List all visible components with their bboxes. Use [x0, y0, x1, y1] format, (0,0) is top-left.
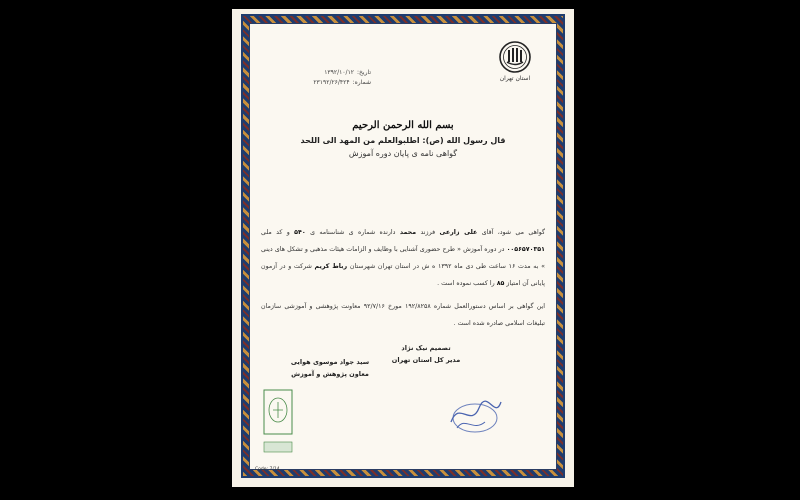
- deputy-title: معاون پژوهش و آموزش: [291, 370, 369, 378]
- director-title: مدیر کل استان تهران: [391, 356, 461, 364]
- director-name: تصمیم نیک نژاد: [401, 344, 451, 352]
- number-value: ۲۳۱۹۲/۲۶/۴۲۴: [313, 79, 350, 86]
- hadith-line: قال رسول الله (ص): اطلبوالعلم من المهد الی اللحد: [300, 136, 506, 145]
- date-label: تاریخ:: [357, 69, 371, 76]
- body-text-c: دارنده شماره ی شناسنامه ی: [310, 229, 396, 236]
- signature-block-deputy: [285, 358, 375, 378]
- date-value: ۱۳۹۲/۱۰/۱۲: [324, 69, 355, 76]
- id-number: ۵۴۰: [294, 229, 306, 236]
- emblem-icon: [498, 40, 532, 74]
- recipient-name: علی زارعی: [439, 229, 478, 236]
- official-stamp-icon: [445, 392, 505, 436]
- certificate-body: [261, 224, 545, 338]
- body-paragraph-2: این گواهی بر اساس دستورالعمل شماره ۱۹۲/۸۲۵۸ مورخ ۹۲/۷/۱۶ معاونت پژوهشی و آموزشی سازمان تبلیغات اسلامی صادره شده است .: [261, 303, 545, 327]
- father-name: محمد: [399, 229, 417, 236]
- body-text-d: و کد ملی: [261, 229, 290, 236]
- body-text-e: در دوره آموزش « طرح حضوری آشنایی با وظایف و الزامات هیئات مذهبی و تشکل های دینی »: [261, 246, 545, 270]
- form-code: Code: 7/14: [255, 467, 280, 472]
- bismillah-heading: بسم الله الرحمن الرحیم: [352, 120, 454, 131]
- body-text-g: شرکت و در آزمون پایانی آن امتیاز: [261, 263, 545, 287]
- body-text-f: به مدت ۱۶ ساعت طی دی ماه ۱۳۹۲ ه ش در استان تهران شهرستان: [349, 263, 539, 270]
- signature-block-director: [381, 344, 471, 364]
- number-label: شماره:: [352, 79, 371, 86]
- score-value: ۸۵: [496, 280, 505, 287]
- city-name: رباط کریم: [314, 263, 348, 270]
- deputy-name: سید جواد موسوی هوایی: [290, 358, 370, 366]
- logo-caption: استان تهران: [499, 75, 531, 82]
- organization-logo: [487, 40, 543, 82]
- date-row: [261, 68, 371, 78]
- body-text-b: فرزند: [420, 229, 436, 236]
- certificate-content: [255, 28, 551, 464]
- number-row: [261, 78, 371, 88]
- body-paragraph-1: [261, 224, 545, 292]
- body-text-h: را کسب نموده است .: [437, 280, 495, 287]
- certificate-headings: [255, 120, 551, 158]
- body-text-a: گواهی می شود، آقای: [481, 229, 545, 236]
- national-code: ۰۰۵۶۵۷۰۳۵۱: [506, 246, 545, 253]
- document-meta: [261, 68, 371, 88]
- seal-icon: [261, 388, 295, 458]
- certificate-title: گواهی نامه ی پایان دوره آموزش: [348, 149, 458, 158]
